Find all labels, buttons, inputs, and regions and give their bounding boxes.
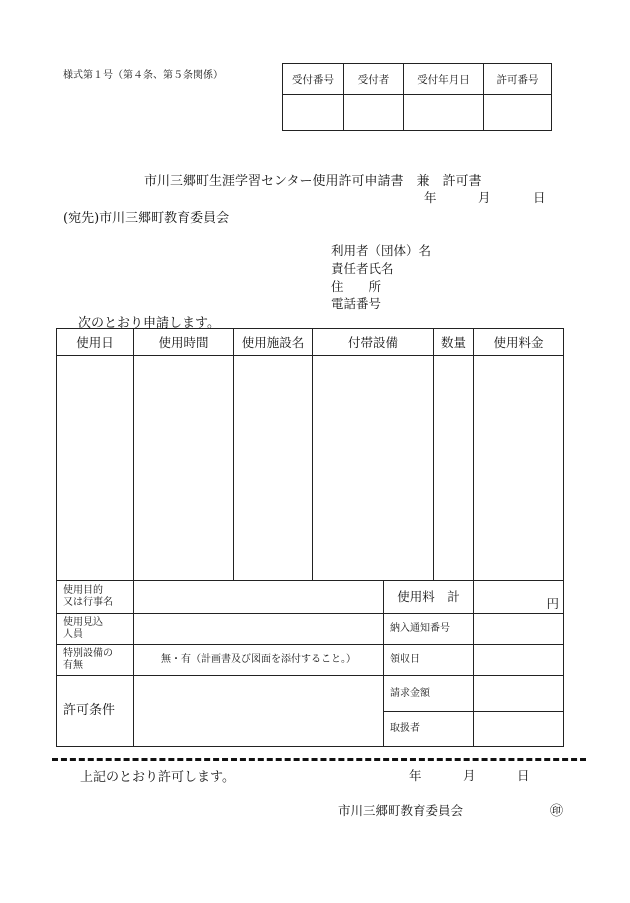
quantity-field[interactable] [434, 356, 474, 581]
quantity-header: 数量 [434, 329, 474, 356]
expected-label-line1: 使用見込 [63, 617, 103, 628]
receipt-table [282, 63, 552, 131]
permit-number-field[interactable] [484, 95, 552, 131]
applicant-responsible-label: 責任者氏名 [331, 261, 394, 276]
conditions-label: 許可条件 [57, 676, 134, 747]
payment-notice-label: 納入通知番号 [384, 614, 474, 645]
date-year: 年 [424, 190, 437, 205]
receipt-date-field[interactable] [404, 95, 484, 131]
form-number: 様式第１号（第４条、第５条関係） [63, 70, 223, 81]
equipment-header: 付帯設備 [313, 329, 434, 356]
usage-table [56, 328, 564, 581]
receipt-day-label: 領収日 [384, 645, 474, 676]
usage-fee-field[interactable] [474, 356, 564, 581]
seal-mark: ㊞ [550, 804, 564, 819]
approval-year: 年 [409, 768, 422, 783]
billing-amount-label: 請求金額 [384, 676, 474, 712]
usage-date-field[interactable] [57, 356, 134, 581]
expected-attendance-field[interactable] [134, 614, 384, 645]
equipment-field[interactable] [313, 356, 434, 581]
facility-name-header: 使用施設名 [234, 329, 313, 356]
usage-fee-header: 使用料金 [474, 329, 564, 356]
expected-label-line2: 人員 [63, 629, 83, 640]
receiver-header: 受付者 [344, 64, 404, 95]
payment-notice-field[interactable] [474, 614, 564, 645]
usage-time-header: 使用時間 [134, 329, 234, 356]
equipment-label-line1: 特別設備の [63, 648, 113, 659]
purpose-label [57, 581, 134, 614]
fee-total-label: 使用料 計 [384, 581, 474, 614]
receiver-field[interactable] [344, 95, 404, 131]
addressee: (宛先)市川三郷町教育委員会 [63, 211, 230, 226]
conditions-field[interactable] [134, 676, 384, 747]
fee-total-field[interactable] [474, 581, 564, 614]
yen-unit: 円 [546, 596, 559, 611]
purpose-field[interactable] [134, 581, 384, 614]
special-equipment-label [57, 645, 134, 676]
approval-month: 月 [463, 768, 476, 783]
issuer-name: 市川三郷町教育委員会 [338, 803, 464, 818]
handler-field[interactable] [474, 712, 564, 747]
receipt-date-header: 受付年月日 [404, 64, 484, 95]
form-title: 市川三郷町生涯学習センター使用許可申請書 兼 許可書 [144, 174, 482, 189]
receipt-number-field[interactable] [283, 95, 344, 131]
approval-day: 日 [517, 768, 530, 783]
expected-attendance-label [57, 614, 134, 645]
applicant-address-label: 住 所 [331, 279, 382, 294]
intro-text: 次のとおり申請します。 [78, 316, 220, 331]
usage-time-field[interactable] [134, 356, 234, 581]
date-month: 月 [478, 190, 491, 205]
special-equipment-value[interactable]: 無・有（計画書及び図面を添付すること。） [134, 645, 384, 676]
billing-amount-field[interactable] [474, 676, 564, 712]
receipt-day-field[interactable] [474, 645, 564, 676]
applicant-group-label: 利用者（団体）名 [331, 243, 432, 258]
cut-line-divider [52, 758, 586, 761]
approval-text: 上記のとおり許可します。 [80, 770, 235, 785]
details-table [56, 580, 564, 747]
applicant-phone-label: 電話番号 [331, 296, 382, 311]
purpose-label-line2: 又は行事名 [63, 597, 113, 608]
usage-date-header: 使用日 [57, 329, 134, 356]
equipment-label-line2: 有無 [63, 660, 83, 671]
date-day: 日 [533, 190, 546, 205]
purpose-label-line1: 使用目的 [63, 585, 103, 596]
facility-name-field[interactable] [234, 356, 313, 581]
permit-number-header: 許可番号 [484, 64, 552, 95]
receipt-number-header: 受付番号 [283, 64, 344, 95]
handler-label: 取扱者 [384, 712, 474, 747]
